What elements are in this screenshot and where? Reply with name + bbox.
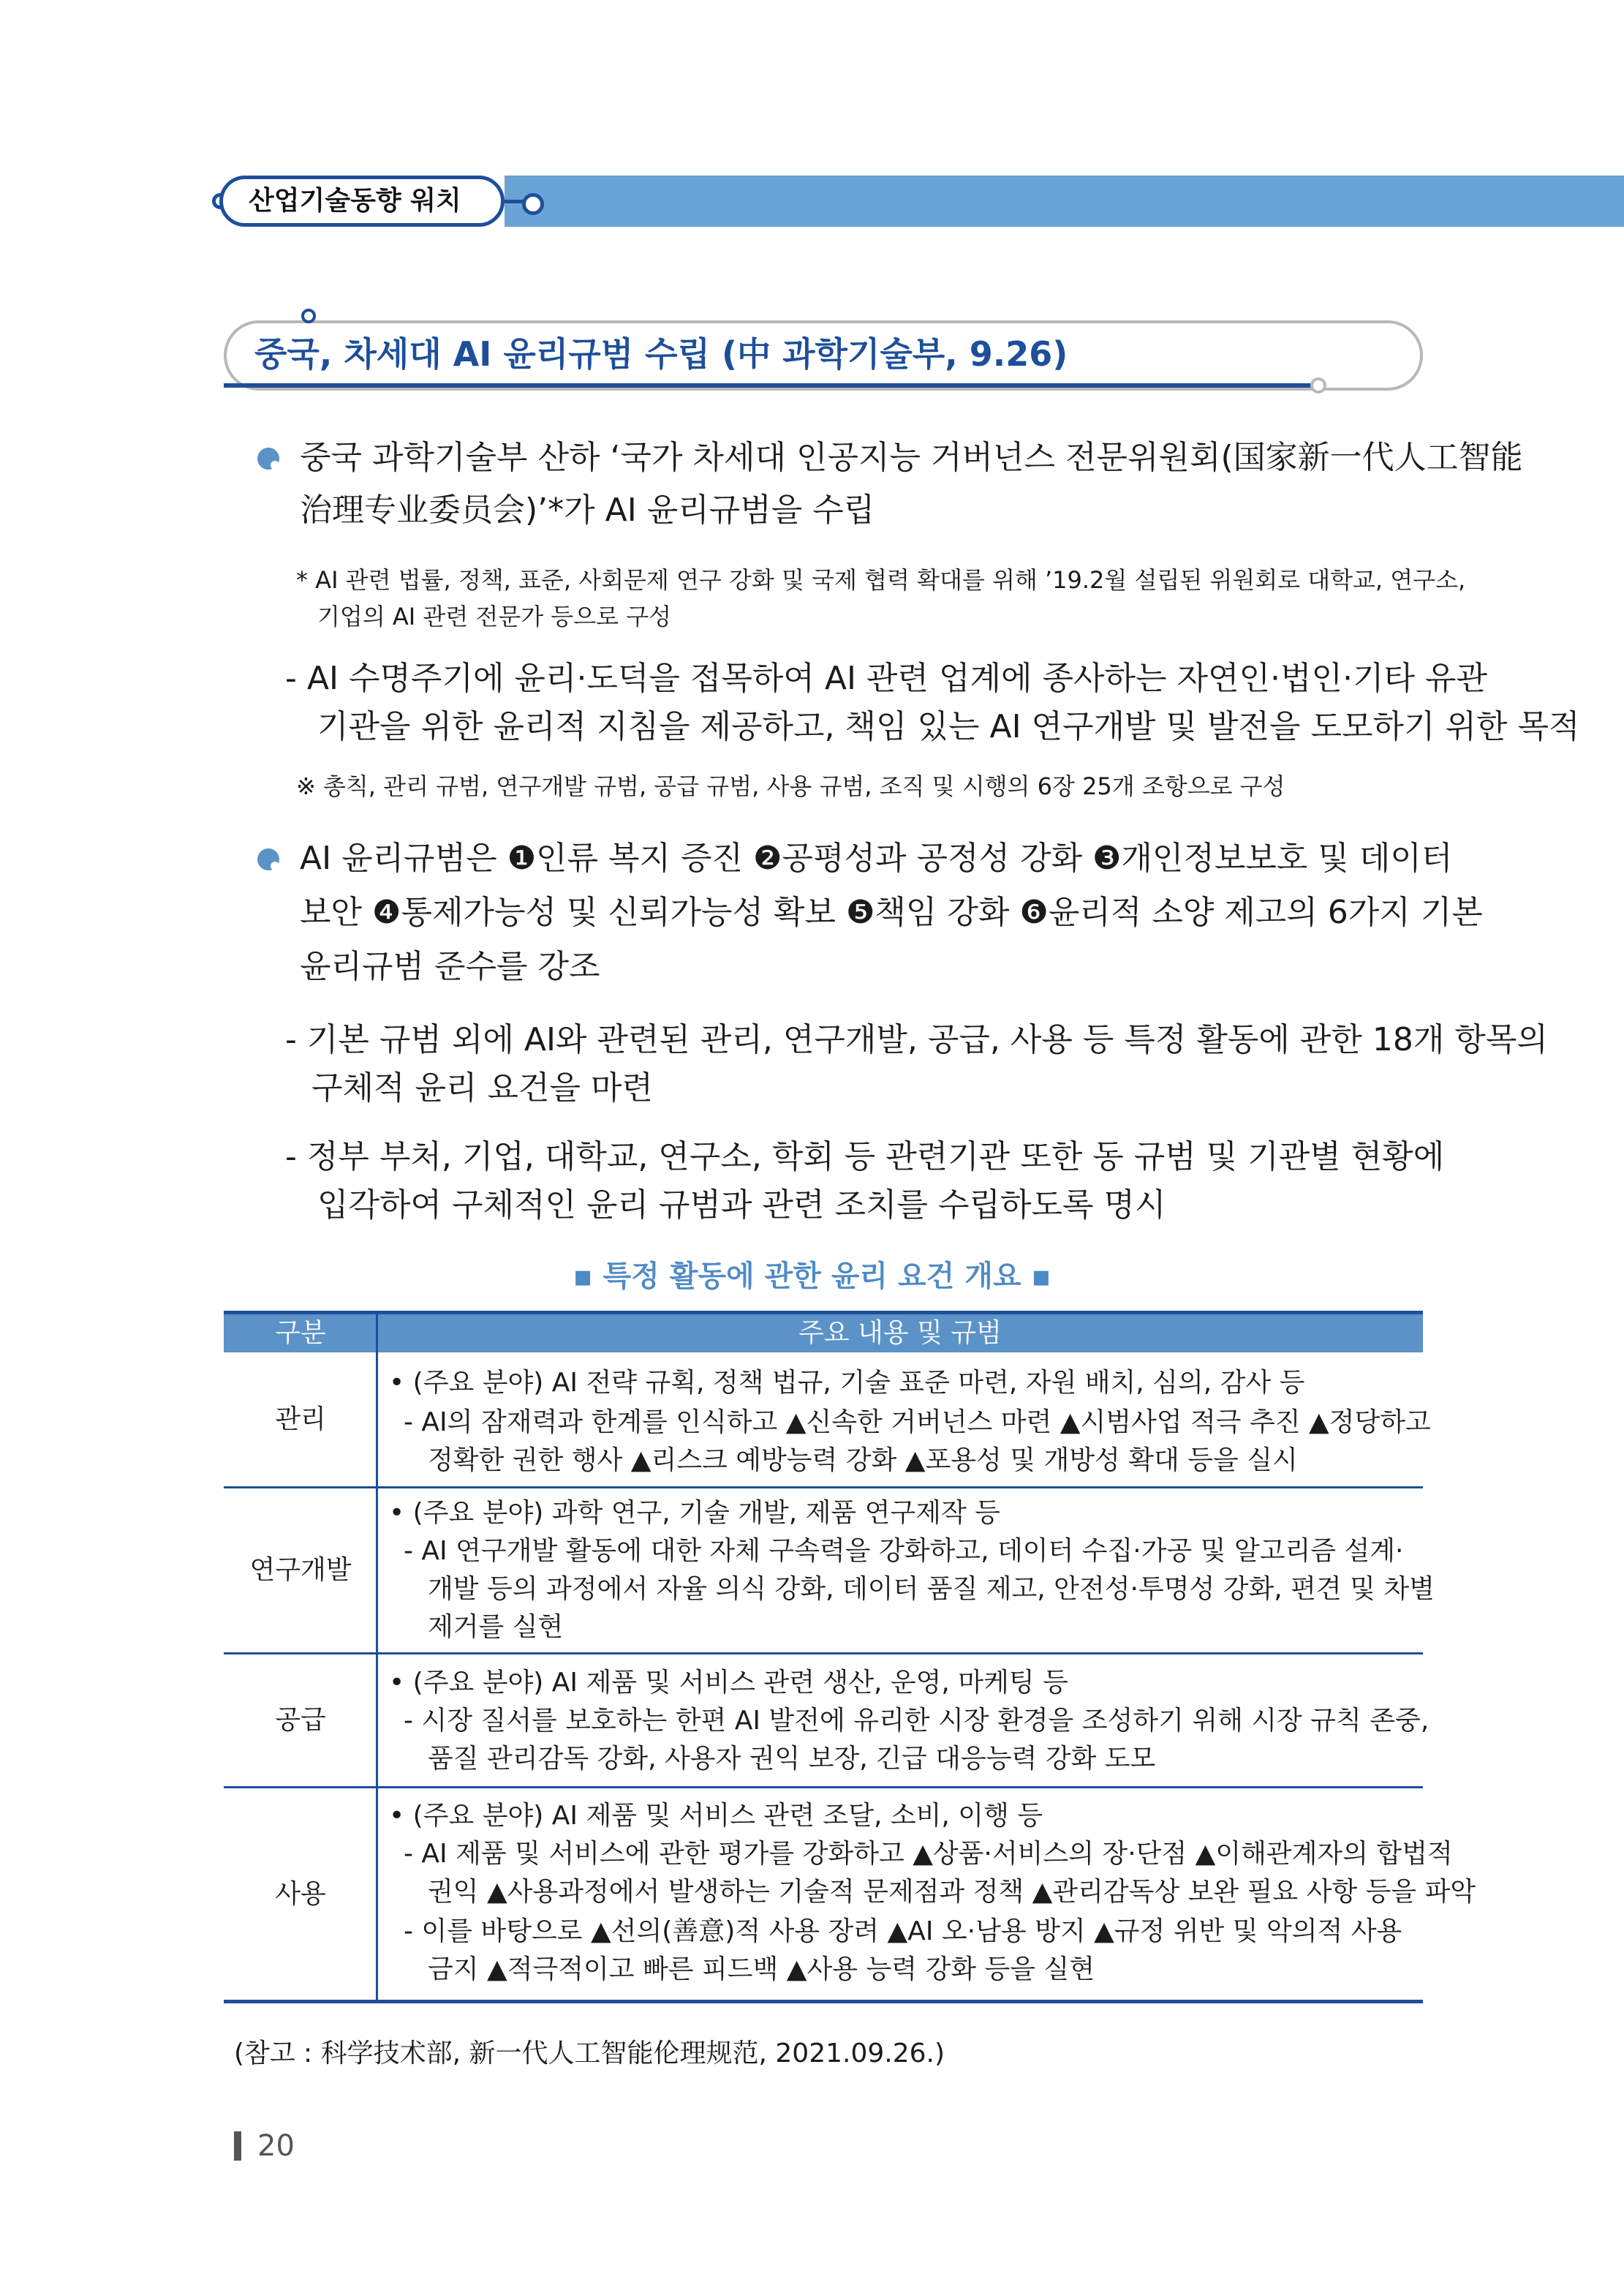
- table-header-category: 구분: [275, 1318, 326, 1348]
- paragraph2-line1: AI 윤리규범은 ❶인류 복지 증진 ❷공평성과 공정성 강화 ❸개인정보보호 및 데이터: [300, 840, 1453, 877]
- table-row-line: 권익 ▲사용과정에서 발생하는 기술적 문제점과 정책 ▲관리감독상 보완 필요 사항 등을 파악: [428, 1877, 1476, 1907]
- table-header-content: 주요 내용 및 규범: [798, 1318, 1002, 1348]
- table-row-divider: [224, 1652, 1423, 1654]
- table-row-category: 관리: [275, 1404, 326, 1434]
- table-row-line: 품질 관리감독 강화, 사용자 권익 보장, 긴급 대응능력 강화 도모: [428, 1744, 1156, 1774]
- reference: (참고 : 科学技术部, 新一代人工智能伦理规范, 2021.09.26.): [234, 2038, 945, 2068]
- dash1-line1: - AI 수명주기에 윤리·도덕을 접목하여 AI 관련 업계에 종사하는 자연인·법인·기타 유관: [285, 660, 1487, 697]
- page-number: 20: [257, 2129, 295, 2163]
- table-row-line: - AI의 잠재력과 한계를 인식하고 ▲신속한 거버넌스 마련 ▲시범사업 적극 추진 ▲정당하고: [404, 1407, 1431, 1437]
- table-row-line: - AI 연구개발 활동에 대한 자체 구속력을 강화하고, 데이터 수집·가공 및 알고리즘 설계·: [404, 1536, 1404, 1566]
- table-bottom-border: [224, 2000, 1423, 2003]
- table-row-line: • (주요 분야) AI 제품 및 서비스 관련 생산, 운영, 마케팅 등: [389, 1668, 1068, 1698]
- note1: ※ 총칙, 관리 규범, 연구개발 규범, 공급 규범, 사용 규범, 조직 및 시행의 6장 25개 조항으로 구성: [296, 772, 1285, 800]
- dash3-line2: 입각하여 구체적인 윤리 규범과 관련 조치를 수립하도록 명시: [317, 1186, 1166, 1224]
- page-number-marker: [234, 2131, 241, 2161]
- table-caption: ▪ 특정 활동에 관한 윤리 요건 개요 ▪: [573, 1260, 1051, 1293]
- dash2-line1: - 기본 규범 외에 AI와 관련된 관리, 연구개발, 공급, 사용 등 특정 활동에 관한 18개 항목의: [285, 1021, 1548, 1058]
- dash3-line1: - 정부 부처, 기업, 대학교, 연구소, 학회 등 관련기관 또한 동 규범 및 기관별 현황에: [285, 1138, 1445, 1175]
- table-row-line: • (주요 분야) AI 제품 및 서비스 관련 조달, 소비, 이행 등: [389, 1801, 1043, 1831]
- table-row-line: 정확한 권한 행사 ▲리스크 예방능력 강화 ▲포용성 및 개방성 확대 등을 실시: [428, 1445, 1298, 1475]
- paragraph1-line1: 중국 과학기술부 산하 ‘국가 차세대 인공지능 거버넌스 전문위원회(国家新一代人工智能: [300, 439, 1523, 476]
- section-title: 중국, 차세대 AI 윤리규범 수립 (中 과학기술부, 9.26): [254, 334, 1068, 374]
- table-row-line: 개발 등의 과정에서 자율 의식 강화, 데이터 품질 제고, 안전성·투명성 강화, 편견 및 차별: [428, 1574, 1435, 1604]
- section-end-dot: [1310, 377, 1326, 394]
- header-bar: [505, 176, 1624, 227]
- paragraph1-line2: 治理专业委员会)’*가 AI 윤리규범을 수립: [300, 492, 875, 529]
- table-row-line: - AI 제품 및 서비스에 관한 평가를 강화하고 ▲상품·서비스의 장·단점 ▲이해관계자의 합법적: [404, 1839, 1453, 1869]
- table-row-category: 사용: [275, 1879, 326, 1909]
- table-row-category: 연구개발: [249, 1555, 352, 1585]
- section-underline: [224, 383, 1313, 388]
- table-row-line: • (주요 분야) AI 전략 규획, 정책 법규, 기술 표준 마련, 자원 배치, 심의, 감사 등: [389, 1368, 1305, 1398]
- paragraph2-line2: 보안 ❹통제가능성 및 신뢰가능성 확보 ❺책임 강화 ❻윤리적 소양 제고의 6가지 기본: [300, 894, 1483, 931]
- footnote1-line1: * AI 관련 법률, 정책, 표준, 사회문제 연구 강화 및 국제 협력 확대를 위해 ’19.2월 설립된 위원회로 대학교, 연구소,: [296, 566, 1466, 594]
- bullet-icon: [257, 848, 279, 870]
- table-row-line: - 이를 바탕으로 ▲선의(善意)적 사용 장려 ▲AI 오·남용 방지 ▲규정 위반 및 악의적 사용: [404, 1916, 1402, 1946]
- paragraph2-line3: 윤리규범 준수를 강조: [300, 948, 600, 985]
- table-row-line: 금지 ▲적극적이고 빠른 피드백 ▲사용 능력 강화 등을 실현: [428, 1954, 1095, 1984]
- table-row-line: • (주요 분야) 과학 연구, 기술 개발, 제품 연구제작 등: [389, 1498, 1000, 1528]
- table-row-category: 공급: [275, 1705, 326, 1735]
- table-row-line: - 시장 질서를 보호하는 한편 AI 발전에 유리한 시장 환경을 조성하기 위해 시장 규칙 존중,: [404, 1706, 1430, 1736]
- table-row-divider: [224, 1786, 1423, 1788]
- table-row-line: 제거를 실현: [428, 1612, 564, 1642]
- table-row-divider: [224, 1486, 1423, 1488]
- section-top-dot: [301, 309, 316, 323]
- bullet-icon: [257, 448, 279, 470]
- dash1-line2: 기관을 위한 윤리적 지침을 제공하고, 책임 있는 AI 연구개발 및 발전을 도모하기 위한 목적: [317, 708, 1580, 745]
- header-label: 산업기술동향 워치: [249, 186, 461, 216]
- footnote1-line2: 기업의 AI 관련 전문가 등으로 구성: [317, 603, 672, 630]
- dash2-line2: 구체적 윤리 요건을 마련: [311, 1069, 653, 1107]
- header-right-dot: [522, 193, 544, 215]
